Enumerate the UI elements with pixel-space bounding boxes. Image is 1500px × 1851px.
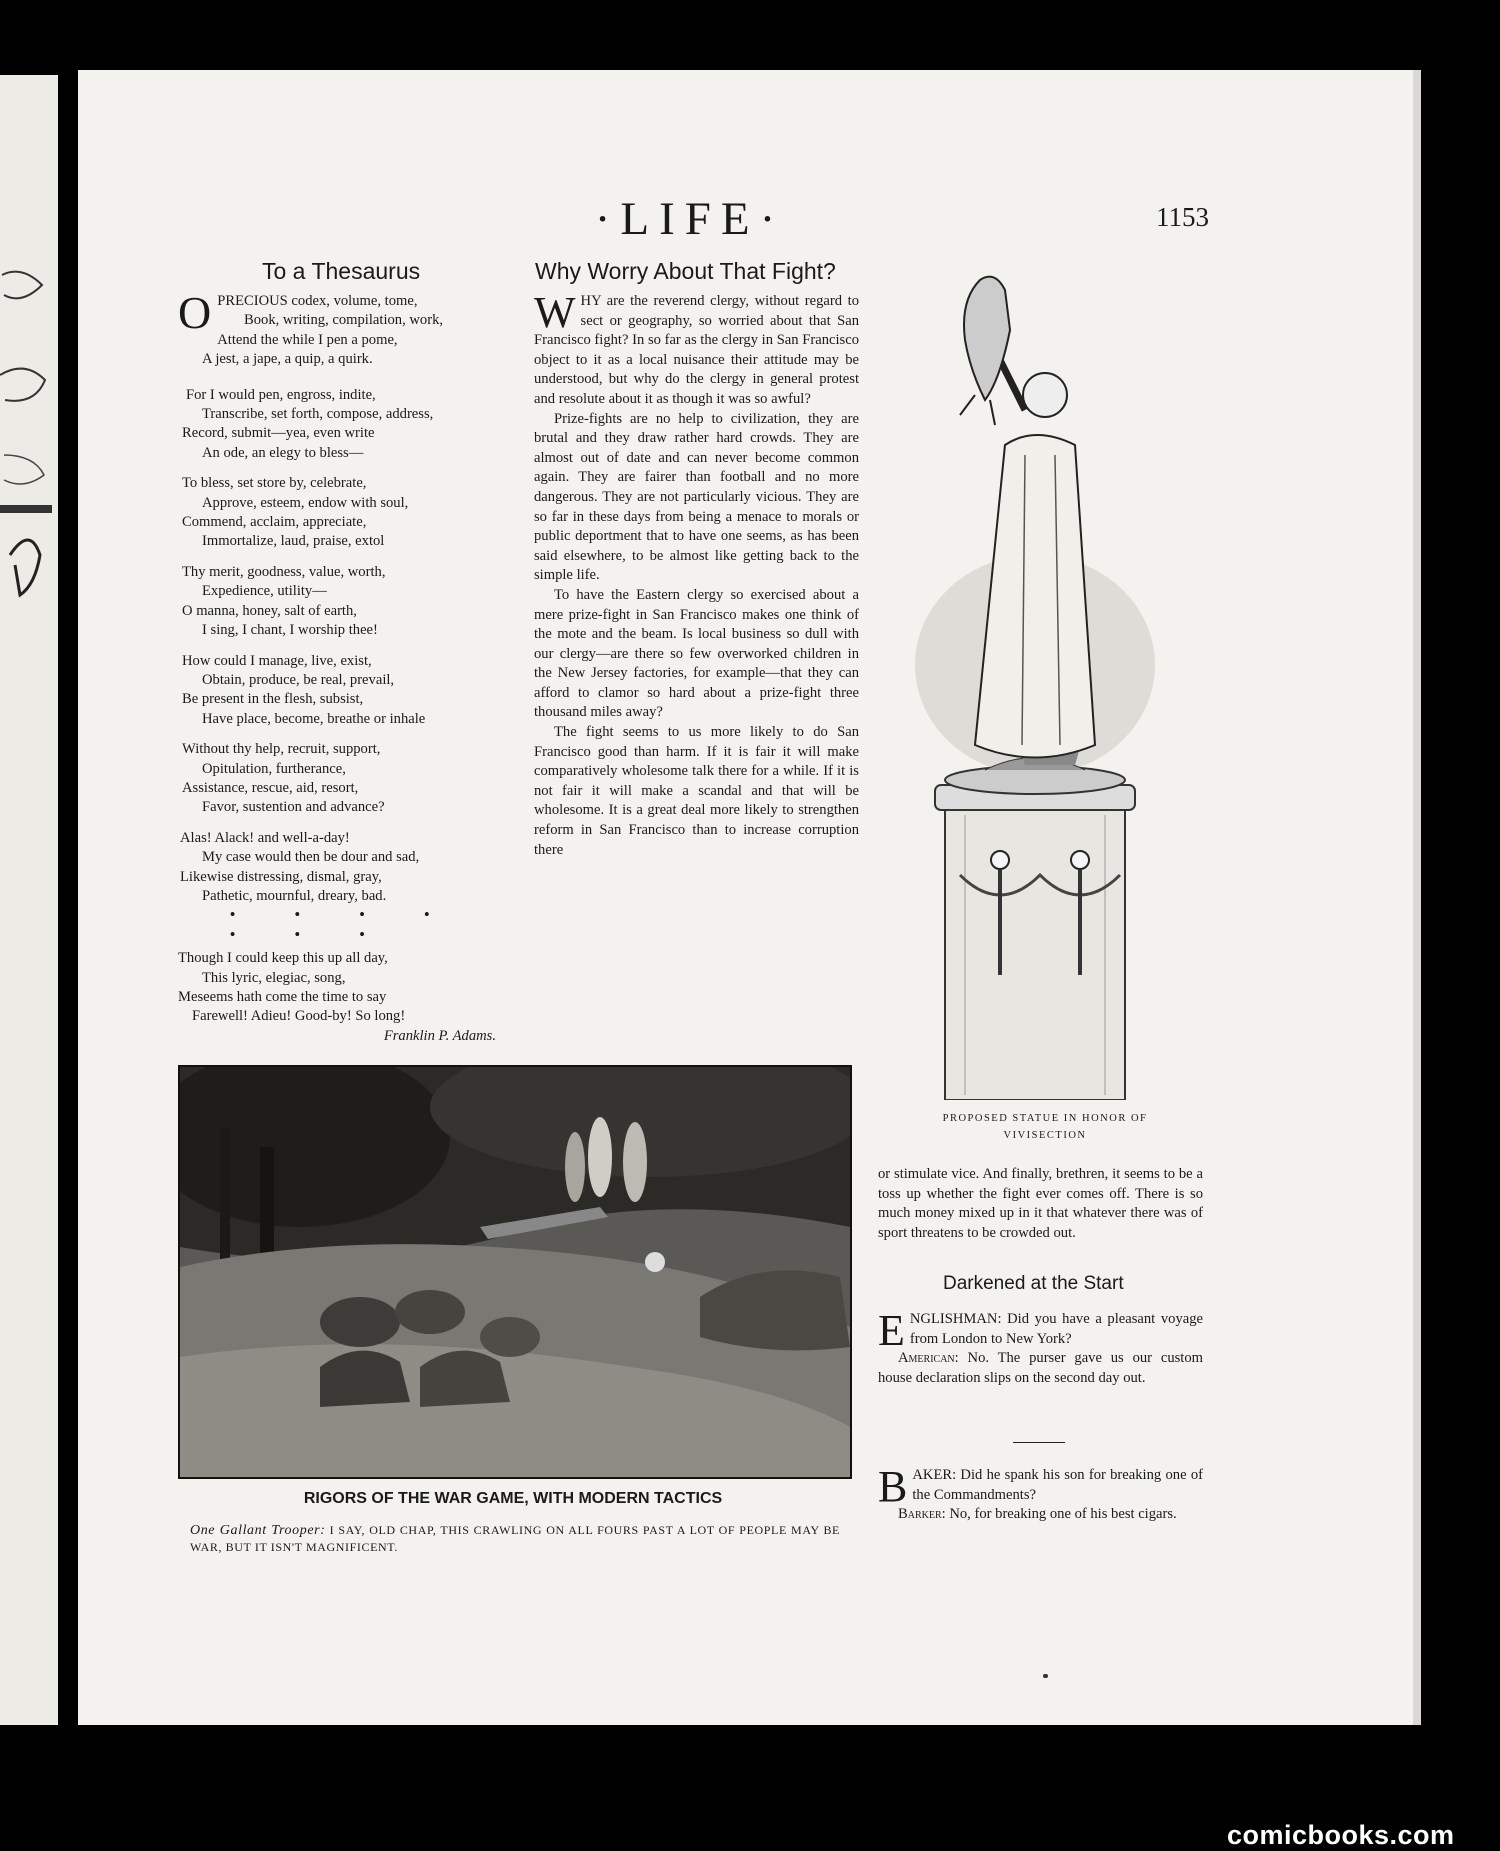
poem-line: My case would then be dour and sad,: [202, 849, 420, 866]
article-paragraph: Prize-fights are no help to civilization, they are brutal and they draw rather hard crowds. They are almost out of date and can never become common again. They are fairer than football and no more dangerous. They are not particularly vicious. They are so far in these days from being a menace to morals or public deportment that to have one seems, as has been said elsewhere, to be almost like getting back to the simple life.: [534, 410, 859, 584]
poem-body: [178, 287, 510, 1046]
article-dropcap: W: [534, 288, 576, 337]
poem-line: Obtain, produce, be real, prevail,: [202, 671, 395, 688]
poem-line: Though I could keep this up all day,: [178, 950, 388, 967]
adjacent-page-edge: [0, 75, 58, 1725]
article-paragraph: or stimulate vice. And finally, brethren, it seems to be a toss up whether the fight ever comes off. There is so much money mixed up in it that whatever there was of sport threatens to be crowded out.: [878, 1166, 1203, 1241]
poem-line: How could I manage, live, exist,: [182, 652, 372, 669]
joke-1: [878, 1306, 1203, 1388]
joke-dropcap: B: [878, 1462, 908, 1511]
poem-line: Likewise distressing, dismal, gray,: [180, 868, 382, 885]
article-paragraph: WHY are the reverend clergy, without regard to sect or geography, so worried about that San Francisco fight? In so far as the clergy in San Francisco object to it as a local nuisance their attitude may be understood, but why do the clergy in general protest and resolute about it as though it was so awful?: [534, 288, 859, 407]
poem-title: To a Thesaurus: [262, 258, 421, 284]
poem-line: Have place, become, breathe or inhale: [202, 710, 426, 727]
poem-line: Expedience, utility—: [202, 583, 327, 600]
adjacent-page-illustration: [0, 255, 58, 675]
poem-line: Favor, sustention and advance?: [202, 799, 385, 816]
poem-line: An ode, an elegy to bless—: [202, 444, 364, 461]
poem-stanza: [178, 386, 510, 464]
poem-line: Attend the while I pen a pome,: [217, 331, 398, 348]
poem-line: Opitulation, furtherance,: [202, 760, 346, 777]
poem-line: Farewell! Adieu! Good-by! So long!: [192, 1008, 406, 1025]
poem-stanza: [178, 829, 510, 907]
article-paragraph: The fight seems to us more likely to do San Francisco good than harm. If it is fair it will make comparatively wholesome talk there for a while. If it is not fair it will make a scandal and that will be wholesome. It is a great deal more likely to strengthen reform in San Francisco than to increase corruption there: [534, 724, 859, 858]
war-game-illustration: [178, 1065, 852, 1479]
poem-line: Commend, acclaim, appreciate,: [182, 514, 367, 531]
poem-line: Alas! Alack! and well-a-day!: [180, 829, 350, 846]
print-speck: [1043, 1674, 1048, 1678]
poem-line: PRECIOUS codex, volume, tome,: [217, 293, 418, 309]
joke-dropcap: E: [878, 1306, 905, 1355]
poem-stanza: [178, 652, 510, 730]
poem-stanza: [178, 474, 510, 552]
poem-author: Franklin P. Adams.: [383, 1027, 496, 1044]
poem-line: Approve, esteem, endow with soul,: [202, 494, 409, 511]
poem-line: Assistance, rescue, aid, resort,: [182, 779, 359, 796]
poem-line: Without thy help, recruit, support,: [182, 741, 381, 758]
poem-line: This lyric, elegiac, song,: [202, 969, 346, 986]
caption-speaker: One Gallant Trooper:: [190, 1523, 326, 1538]
poem-stanza: [178, 740, 510, 818]
illustration-title: RIGORS OF THE WAR GAME, WITH MODERN TACTICS: [303, 1490, 723, 1507]
masthead: ·LIFE·: [594, 193, 786, 245]
statue-caption: PROPOSED STATUE IN HONOR OF VIVISECTION: [942, 1113, 1148, 1141]
poem-line: Pathetic, mournful, dreary, bad.: [202, 887, 387, 904]
illustration-caption: [190, 1522, 840, 1556]
joke-line: BAKER: Did he spank his son for breaking one of the Commandments?: [878, 1462, 1203, 1511]
poem-line: To bless, set store by, celebrate,: [182, 475, 367, 492]
poem-line: Immortalize, laud, praise, extol: [202, 533, 385, 550]
poem-line: Thy merit, goodness, value, worth,: [182, 563, 386, 580]
poem-dropcap: O: [178, 287, 212, 338]
war-game-scene: [180, 1067, 850, 1477]
vivisection-statue-illustration: [905, 275, 1165, 1100]
article-paragraph: To have the Eastern clergy so exercised about a mere prize-fight in San Francisco makes one think of the mote and the beam. Is local business so dull with our clergy—are there so few overworked children in the New Jersey factories, for example—that they can afford to clamor so hard about a prize-fight three thousand miles away?: [534, 586, 859, 721]
joke-line: American: No. The purser gave us our custom house declaration slips on the second day out.: [878, 1350, 1203, 1386]
article-body: [534, 288, 859, 860]
article-title: Why Worry About That Fight?: [535, 258, 836, 284]
joke-line: Barker: No, for breaking one of his best cigars.: [898, 1506, 1177, 1523]
poem-line: Transcribe, set forth, compose, address,: [202, 406, 434, 423]
article-continued: [878, 1165, 1203, 1243]
poem-stanza: [178, 563, 510, 641]
section-dots: • • • • • • •: [230, 907, 458, 943]
poem-line: A jest, a jape, a quip, a quirk.: [202, 351, 373, 368]
poem-stanza: [178, 287, 510, 370]
site-watermark: comicbooks.com: [1227, 1820, 1455, 1850]
page-number: 1153: [1156, 202, 1209, 232]
poem-stanza: [178, 949, 510, 1027]
poem-line: I sing, I chant, I worship thee!: [202, 622, 378, 639]
divider-rule: [1013, 1442, 1065, 1443]
poem-line: For I would pen, engross, indite,: [186, 386, 376, 403]
joke-line: ENGLISHMAN: Did you have a pleasant voyage from London to New York?: [878, 1306, 1203, 1355]
poem-line: Book, writing, compilation, work,: [244, 312, 444, 329]
poem-line: Meseems hath come the time to say: [178, 989, 387, 1005]
poem-line: Be present in the flesh, subsist,: [182, 691, 364, 708]
poem-line: O manna, honey, salt of earth,: [182, 602, 357, 619]
jokes-title: Darkened at the Start: [943, 1273, 1124, 1294]
caption-text: I SAY, OLD CHAP, THIS CRAWLING ON ALL FOURS PAST A LOT OF PEOPLE MAY BE WAR, BUT IT ISN'T MAGNIFICENT.: [190, 1523, 840, 1554]
page-edge-shadow: [1413, 70, 1421, 1725]
joke-2: [878, 1462, 1203, 1525]
poem-line: Record, submit—yea, even write: [182, 425, 375, 442]
